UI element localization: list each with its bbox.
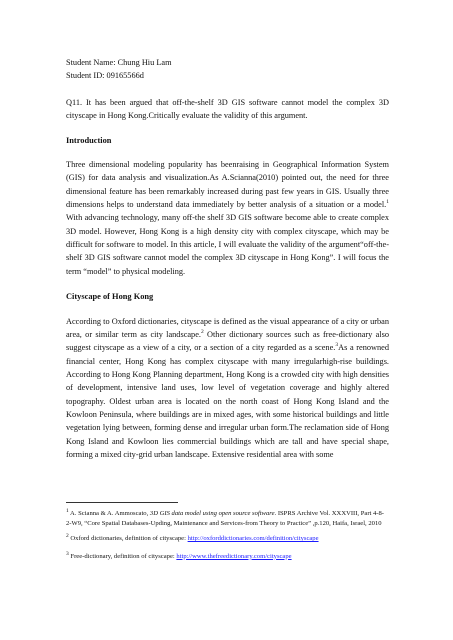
- cityscape-text-2: Other dictionary sources such as free-dictionary also suggest cityscape as a view of a city, or a section of a city regarded as a scene.: [66, 330, 389, 353]
- footnote-2-link[interactable]: http://oxforddictionaries.com/definition/cityscape: [187, 535, 319, 543]
- footnote-3-number: 3: [66, 550, 69, 557]
- footnote-1-title: 3D GIS data model using open source software: [149, 510, 275, 517]
- footnote-3-link[interactable]: http://www.thefreedictionary.com/cityscape: [176, 552, 292, 560]
- footnote-2: [66, 534, 389, 544]
- footnote-divider: [66, 502, 178, 503]
- student-name: Student Name: Chung Hiu Lam: [66, 58, 172, 67]
- footnote-ref-3: 3: [335, 342, 339, 349]
- footnote-1-number: 1: [66, 507, 69, 514]
- footnote-1: [66, 509, 389, 528]
- footnote-3-text: Free-dictionary, definition of cityscape:: [70, 552, 177, 560]
- cityscape-paragraph: [66, 315, 389, 461]
- cityscape-text-3: As a renowned financial center, Hong Kong has complex cityscape with many irregularhigh-rise buildings. According to Hong Kong Planning department, Hong Kong is a crowded city with high densities of development, intensive land uses, low level of vegetation coverage and highly altered topography. Oldest urban area is located on the north coast of Hong Kong Island and the Kowloon Peninsula, where buildings are in mixed ages, with some historical buildings and little vegetation lying between, forming dense and irregular urban form.The reclamation side of Hong Kong Island and Kowloon lies commercial buildings which are tall and have special shape, forming a mixed city-grid urban landscape. Extensive residential area with some: [66, 343, 389, 459]
- footnote-3: [66, 552, 389, 562]
- footnotes: [66, 502, 389, 561]
- cityscape-heading: Cityscape of Hong Kong: [66, 291, 154, 301]
- student-id: Student ID: 09165566d: [66, 71, 144, 81]
- footnote-2-text: Oxford dictionaries, definition of cityscape:: [70, 535, 188, 543]
- cityscape-text-1: According to Oxford dictionaries, cityscape is defined as the visual appearance of a city or urban area, or similar term as city landscape.: [66, 316, 389, 340]
- introduction-text-2: With advancing technology, many off-the shelf 3D GIS software become able to create complex 3D model. However, Hong Kong is a high density city with complex cityscape, which may be difficult for software to model. In this article, I will evaluate the validity of the argument“off-the-shelf 3D GIS software cannot model the complex 3D cityscape in Hong Kong”. I will focus the term “model” to physical modeling.: [66, 213, 389, 276]
- footnote-ref-1: 1: [386, 199, 389, 206]
- footnote-ref-2: 2: [200, 329, 204, 336]
- footnote-2-number: 2: [66, 533, 69, 539]
- footnote-1-authors: A. Scianna & A. Ammoscato,: [70, 510, 150, 517]
- introduction-heading: Introduction: [66, 136, 112, 146]
- introduction-text-1: Three dimensional modeling popularity has beenraising in Geographical Information System (GIS) for data analysis and visualization.As A.Scianna(2010) pointed out, the need for three dimensional feature has been remarkably increased during past few years in GIS. Usually three dimensions helps to understand data immediately by better analysis of a situation or a model.: [66, 160, 389, 210]
- introduction-paragraph: [66, 158, 389, 278]
- footnote-1-details: . ISPRS Archive Vol. XXXVIII, Part 4-8-2-W9, “Core Spatial Databases-Upding, Maintenance and Services-from Theory to Practice” ,p.120, Haifa, Israel, 2010: [66, 510, 384, 527]
- question: Q11. It has been argued that off-the-shelf 3D GIS software cannot model the complex 3D cityscape in Hong Kong.Critically evaluate the validity of this argument.: [66, 97, 389, 120]
- document-body: [66, 56, 389, 461]
